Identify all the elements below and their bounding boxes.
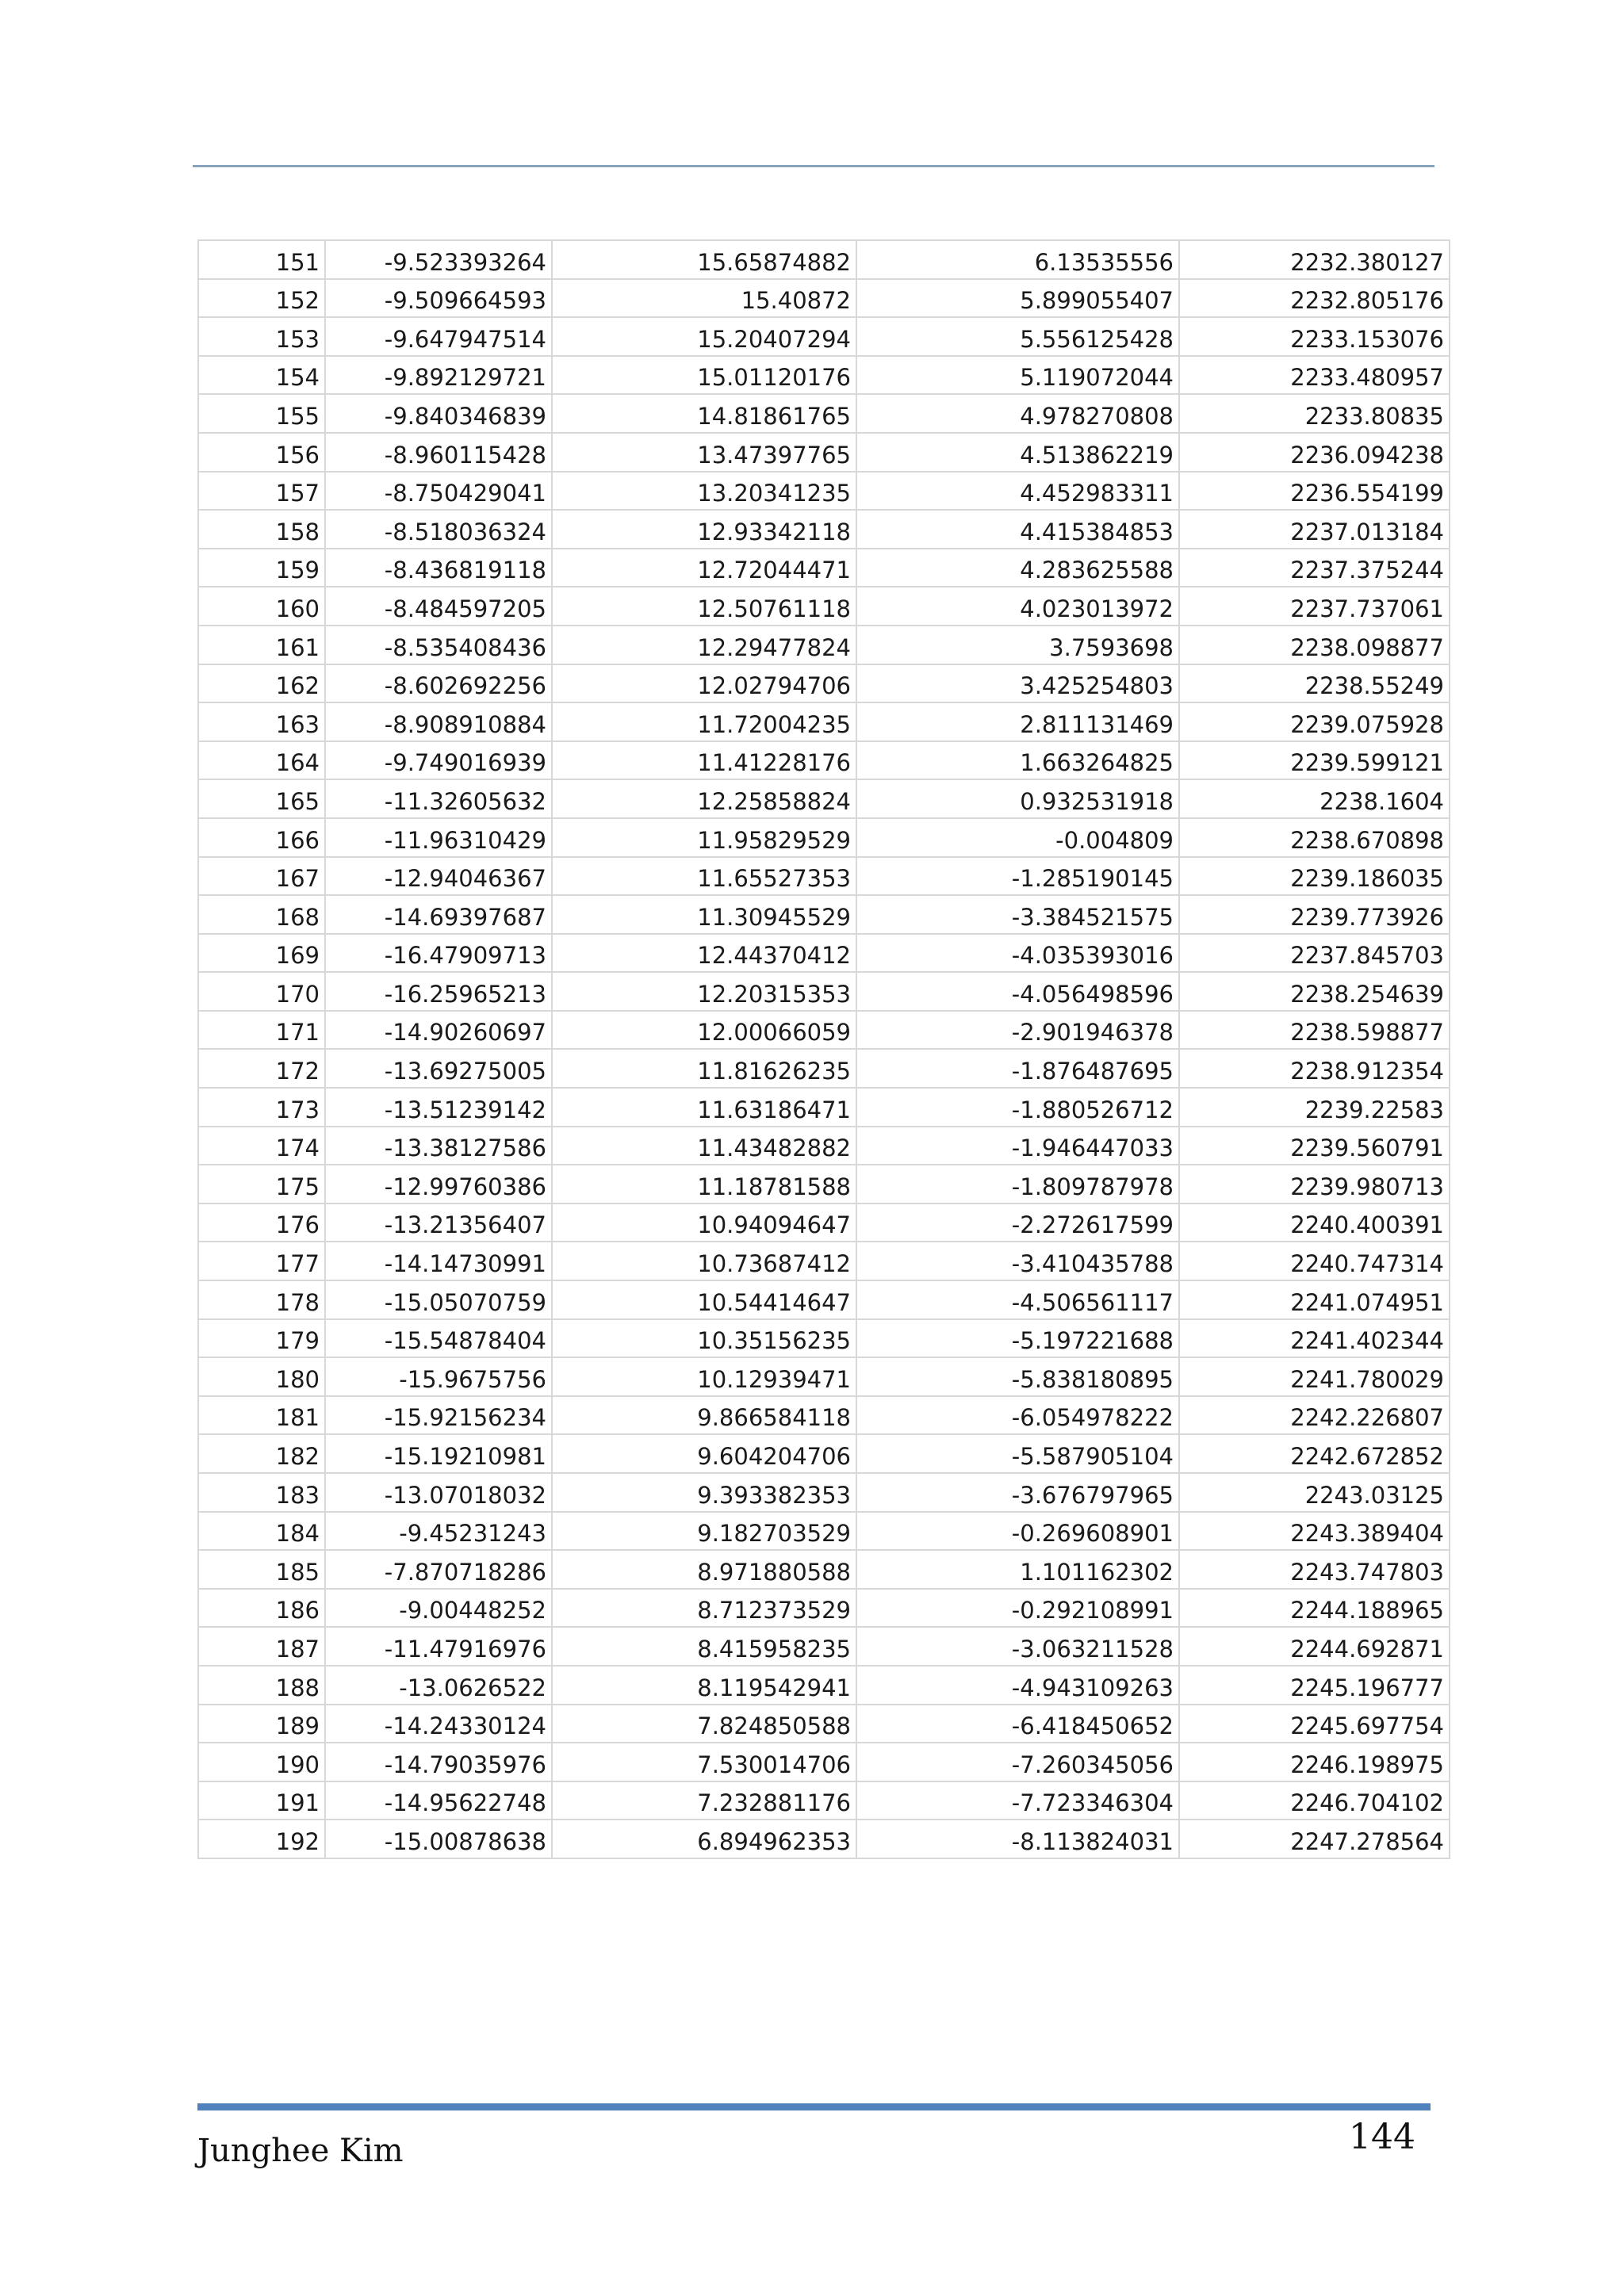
value-cell: 2233.153076 bbox=[1179, 317, 1450, 356]
value-cell: -13.38127586 bbox=[325, 1127, 552, 1165]
table-body bbox=[198, 240, 1450, 1858]
value-cell: 15.65874882 bbox=[552, 240, 856, 279]
table-row bbox=[198, 1550, 1450, 1589]
value-cell: -15.05070759 bbox=[325, 1280, 552, 1319]
value-cell: 9.182703529 bbox=[552, 1512, 856, 1551]
footer-rule bbox=[197, 2103, 1431, 2110]
table-row bbox=[198, 1627, 1450, 1666]
value-cell: 13.20341235 bbox=[552, 472, 856, 511]
page-number: 144 bbox=[1349, 2117, 1415, 2157]
value-cell: 2242.226807 bbox=[1179, 1396, 1450, 1435]
value-cell: -9.00448252 bbox=[325, 1589, 552, 1628]
value-cell: 7.530014706 bbox=[552, 1743, 856, 1781]
value-cell: 12.02794706 bbox=[552, 664, 856, 703]
value-cell: 3.7593698 bbox=[856, 626, 1179, 664]
value-cell: -8.908910884 bbox=[325, 702, 552, 741]
value-cell: -1.876487695 bbox=[856, 1049, 1179, 1088]
value-cell: -15.54878404 bbox=[325, 1319, 552, 1358]
value-cell: 2241.780029 bbox=[1179, 1357, 1450, 1396]
table-row bbox=[198, 317, 1450, 356]
value-cell: -8.960115428 bbox=[325, 433, 552, 472]
row-index-cell: 155 bbox=[198, 394, 325, 433]
value-cell: -9.45231243 bbox=[325, 1512, 552, 1551]
value-cell: -15.19210981 bbox=[325, 1434, 552, 1473]
value-cell: 2236.554199 bbox=[1179, 472, 1450, 511]
row-index-cell: 169 bbox=[198, 934, 325, 973]
row-index-cell: 159 bbox=[198, 549, 325, 587]
value-cell: 12.25858824 bbox=[552, 779, 856, 818]
value-cell: -8.518036324 bbox=[325, 510, 552, 549]
table-row bbox=[198, 779, 1450, 818]
value-cell: -1.880526712 bbox=[856, 1088, 1179, 1127]
value-cell: 2238.912354 bbox=[1179, 1049, 1450, 1088]
table-row bbox=[198, 1512, 1450, 1551]
value-cell: -5.197221688 bbox=[856, 1319, 1179, 1358]
value-cell: 4.513862219 bbox=[856, 433, 1179, 472]
value-cell: 2239.980713 bbox=[1179, 1165, 1450, 1203]
row-index-cell: 162 bbox=[198, 664, 325, 703]
value-cell: -13.0626522 bbox=[325, 1666, 552, 1705]
table-row bbox=[198, 1666, 1450, 1705]
value-cell: 7.232881176 bbox=[552, 1781, 856, 1820]
value-cell: -6.054978222 bbox=[856, 1396, 1179, 1435]
value-cell: 12.29477824 bbox=[552, 626, 856, 664]
value-cell: 2233.80835 bbox=[1179, 394, 1450, 433]
table-row bbox=[198, 1820, 1450, 1858]
table-row bbox=[198, 1280, 1450, 1319]
value-cell: 6.894962353 bbox=[552, 1820, 856, 1858]
value-cell: 11.81626235 bbox=[552, 1049, 856, 1088]
value-cell: 14.81861765 bbox=[552, 394, 856, 433]
table-row bbox=[198, 1242, 1450, 1280]
value-cell: 11.95829529 bbox=[552, 818, 856, 857]
table-row bbox=[198, 857, 1450, 896]
row-index-cell: 152 bbox=[198, 279, 325, 318]
row-index-cell: 164 bbox=[198, 741, 325, 780]
value-cell: -7.723346304 bbox=[856, 1781, 1179, 1820]
value-cell: 2237.845703 bbox=[1179, 934, 1450, 973]
value-cell: 11.43482882 bbox=[552, 1127, 856, 1165]
value-cell: 2240.747314 bbox=[1179, 1242, 1450, 1280]
header-rule bbox=[193, 165, 1434, 167]
value-cell: 2243.03125 bbox=[1179, 1473, 1450, 1512]
value-cell: 2244.188965 bbox=[1179, 1589, 1450, 1628]
table-row bbox=[198, 1589, 1450, 1628]
value-cell: -3.676797965 bbox=[856, 1473, 1179, 1512]
value-cell: -8.436819118 bbox=[325, 549, 552, 587]
value-cell: 11.65527353 bbox=[552, 857, 856, 896]
value-cell: 2238.55249 bbox=[1179, 664, 1450, 703]
value-cell: -16.47909713 bbox=[325, 934, 552, 973]
value-cell: -3.063211528 bbox=[856, 1627, 1179, 1666]
value-cell: 2239.186035 bbox=[1179, 857, 1450, 896]
value-cell: -16.25965213 bbox=[325, 972, 552, 1011]
value-cell: 11.72004235 bbox=[552, 702, 856, 741]
value-cell: -9.523393264 bbox=[325, 240, 552, 279]
table-row bbox=[198, 356, 1450, 395]
value-cell: -0.269608901 bbox=[856, 1512, 1179, 1551]
row-index-cell: 184 bbox=[198, 1512, 325, 1551]
value-cell: 11.18781588 bbox=[552, 1165, 856, 1203]
value-cell: -8.484597205 bbox=[325, 587, 552, 626]
row-index-cell: 180 bbox=[198, 1357, 325, 1396]
value-cell: -8.602692256 bbox=[325, 664, 552, 703]
row-index-cell: 189 bbox=[198, 1705, 325, 1743]
table-row bbox=[198, 279, 1450, 318]
table-row bbox=[198, 1396, 1450, 1435]
value-cell: 5.899055407 bbox=[856, 279, 1179, 318]
value-cell: -3.410435788 bbox=[856, 1242, 1179, 1280]
value-cell: 2232.380127 bbox=[1179, 240, 1450, 279]
value-cell: 2239.075928 bbox=[1179, 702, 1450, 741]
value-cell: 1.101162302 bbox=[856, 1550, 1179, 1589]
value-cell: -9.749016939 bbox=[325, 741, 552, 780]
value-cell: -7.260345056 bbox=[856, 1743, 1179, 1781]
value-cell: 4.023013972 bbox=[856, 587, 1179, 626]
value-cell: -8.535408436 bbox=[325, 626, 552, 664]
value-cell: 2244.692871 bbox=[1179, 1627, 1450, 1666]
table-row bbox=[198, 1011, 1450, 1050]
value-cell: 2239.560791 bbox=[1179, 1127, 1450, 1165]
value-cell: 13.47397765 bbox=[552, 433, 856, 472]
value-cell: -1.809787978 bbox=[856, 1165, 1179, 1203]
value-cell: 12.72044471 bbox=[552, 549, 856, 587]
value-cell: -15.92156234 bbox=[325, 1396, 552, 1435]
value-cell: -4.506561117 bbox=[856, 1280, 1179, 1319]
value-cell: 2237.013184 bbox=[1179, 510, 1450, 549]
value-cell: -11.32605632 bbox=[325, 779, 552, 818]
row-index-cell: 168 bbox=[198, 895, 325, 934]
value-cell: 2238.598877 bbox=[1179, 1011, 1450, 1050]
value-cell: -2.272617599 bbox=[856, 1203, 1179, 1242]
table-row bbox=[198, 1705, 1450, 1743]
value-cell: 2236.094238 bbox=[1179, 433, 1450, 472]
value-cell: 2242.672852 bbox=[1179, 1434, 1450, 1473]
table-row bbox=[198, 818, 1450, 857]
value-cell: 8.119542941 bbox=[552, 1666, 856, 1705]
value-cell: 2238.670898 bbox=[1179, 818, 1450, 857]
value-cell: -14.90260697 bbox=[325, 1011, 552, 1050]
table-row bbox=[198, 1473, 1450, 1512]
row-index-cell: 177 bbox=[198, 1242, 325, 1280]
row-index-cell: 156 bbox=[198, 433, 325, 472]
row-index-cell: 190 bbox=[198, 1743, 325, 1781]
value-cell: -9.840346839 bbox=[325, 394, 552, 433]
row-index-cell: 183 bbox=[198, 1473, 325, 1512]
row-index-cell: 173 bbox=[198, 1088, 325, 1127]
value-cell: 2238.1604 bbox=[1179, 779, 1450, 818]
value-cell: 4.978270808 bbox=[856, 394, 1179, 433]
value-cell: -14.24330124 bbox=[325, 1705, 552, 1743]
value-cell: -8.750429041 bbox=[325, 472, 552, 511]
value-cell: 2246.704102 bbox=[1179, 1781, 1450, 1820]
value-cell: 4.283625588 bbox=[856, 549, 1179, 587]
value-cell: 10.54414647 bbox=[552, 1280, 856, 1319]
row-index-cell: 153 bbox=[198, 317, 325, 356]
value-cell: 6.13535556 bbox=[856, 240, 1179, 279]
value-cell: 2237.375244 bbox=[1179, 549, 1450, 587]
table-row bbox=[198, 394, 1450, 433]
table-row bbox=[198, 587, 1450, 626]
value-cell: 2245.196777 bbox=[1179, 1666, 1450, 1705]
value-cell: 4.452983311 bbox=[856, 472, 1179, 511]
table-row bbox=[198, 895, 1450, 934]
value-cell: -13.69275005 bbox=[325, 1049, 552, 1088]
value-cell: 2241.074951 bbox=[1179, 1280, 1450, 1319]
row-index-cell: 157 bbox=[198, 472, 325, 511]
value-cell: -8.113824031 bbox=[856, 1820, 1179, 1858]
value-cell: -9.892129721 bbox=[325, 356, 552, 395]
value-cell: -15.9675756 bbox=[325, 1357, 552, 1396]
value-cell: -0.292108991 bbox=[856, 1589, 1179, 1628]
table-row bbox=[198, 1127, 1450, 1165]
row-index-cell: 187 bbox=[198, 1627, 325, 1666]
row-index-cell: 163 bbox=[198, 702, 325, 741]
value-cell: -12.99760386 bbox=[325, 1165, 552, 1203]
row-index-cell: 154 bbox=[198, 356, 325, 395]
table-row bbox=[198, 934, 1450, 973]
value-cell: 10.73687412 bbox=[552, 1242, 856, 1280]
value-cell: 9.393382353 bbox=[552, 1473, 856, 1512]
value-cell: 2232.805176 bbox=[1179, 279, 1450, 318]
value-cell: 2247.278564 bbox=[1179, 1820, 1450, 1858]
table-row bbox=[198, 1434, 1450, 1473]
value-cell: -5.838180895 bbox=[856, 1357, 1179, 1396]
row-index-cell: 161 bbox=[198, 626, 325, 664]
value-cell: -11.47916976 bbox=[325, 1627, 552, 1666]
table-row bbox=[198, 741, 1450, 780]
value-cell: -4.056498596 bbox=[856, 972, 1179, 1011]
row-index-cell: 179 bbox=[198, 1319, 325, 1358]
value-cell: 11.41228176 bbox=[552, 741, 856, 780]
value-cell: 2243.747803 bbox=[1179, 1550, 1450, 1589]
value-cell: -4.035393016 bbox=[856, 934, 1179, 973]
value-cell: 9.604204706 bbox=[552, 1434, 856, 1473]
table-row bbox=[198, 664, 1450, 703]
value-cell: 12.93342118 bbox=[552, 510, 856, 549]
table-row bbox=[198, 1319, 1450, 1358]
value-cell: 11.30945529 bbox=[552, 895, 856, 934]
row-index-cell: 160 bbox=[198, 587, 325, 626]
value-cell: 2238.098877 bbox=[1179, 626, 1450, 664]
row-index-cell: 170 bbox=[198, 972, 325, 1011]
value-cell: 15.40872 bbox=[552, 279, 856, 318]
value-cell: 8.712373529 bbox=[552, 1589, 856, 1628]
row-index-cell: 185 bbox=[198, 1550, 325, 1589]
value-cell: 2240.400391 bbox=[1179, 1203, 1450, 1242]
value-cell: -14.14730991 bbox=[325, 1242, 552, 1280]
value-cell: -1.946447033 bbox=[856, 1127, 1179, 1165]
table-row bbox=[198, 1781, 1450, 1820]
value-cell: 4.415384853 bbox=[856, 510, 1179, 549]
value-cell: 8.971880588 bbox=[552, 1550, 856, 1589]
value-cell: -3.384521575 bbox=[856, 895, 1179, 934]
row-index-cell: 151 bbox=[198, 240, 325, 279]
value-cell: 12.20315353 bbox=[552, 972, 856, 1011]
table-row bbox=[198, 1165, 1450, 1203]
value-cell: -0.004809 bbox=[856, 818, 1179, 857]
value-cell: -5.587905104 bbox=[856, 1434, 1179, 1473]
row-index-cell: 167 bbox=[198, 857, 325, 896]
value-cell: 12.00066059 bbox=[552, 1011, 856, 1050]
table-row bbox=[198, 972, 1450, 1011]
row-index-cell: 166 bbox=[198, 818, 325, 857]
footer-author: Junghee Kim bbox=[197, 2133, 404, 2169]
value-cell: 2.811131469 bbox=[856, 702, 1179, 741]
row-index-cell: 175 bbox=[198, 1165, 325, 1203]
value-cell: 15.01120176 bbox=[552, 356, 856, 395]
value-cell: 2245.697754 bbox=[1179, 1705, 1450, 1743]
value-cell: -7.870718286 bbox=[325, 1550, 552, 1589]
value-cell: 2241.402344 bbox=[1179, 1319, 1450, 1358]
value-cell: -15.00878638 bbox=[325, 1820, 552, 1858]
value-cell: 2237.737061 bbox=[1179, 587, 1450, 626]
value-cell: -11.96310429 bbox=[325, 818, 552, 857]
value-cell: -9.509664593 bbox=[325, 279, 552, 318]
value-cell: -13.21356407 bbox=[325, 1203, 552, 1242]
row-index-cell: 192 bbox=[198, 1820, 325, 1858]
row-index-cell: 174 bbox=[198, 1127, 325, 1165]
table-row bbox=[198, 472, 1450, 511]
table-row bbox=[198, 1357, 1450, 1396]
table-row bbox=[198, 1049, 1450, 1088]
table-row bbox=[198, 510, 1450, 549]
value-cell: 10.12939471 bbox=[552, 1357, 856, 1396]
row-index-cell: 191 bbox=[198, 1781, 325, 1820]
value-cell: -1.285190145 bbox=[856, 857, 1179, 896]
value-cell: 12.44370412 bbox=[552, 934, 856, 973]
value-cell: 2243.389404 bbox=[1179, 1512, 1450, 1551]
table-row bbox=[198, 549, 1450, 587]
value-cell: 2239.22583 bbox=[1179, 1088, 1450, 1127]
row-index-cell: 165 bbox=[198, 779, 325, 818]
value-cell: 3.425254803 bbox=[856, 664, 1179, 703]
value-cell: 1.663264825 bbox=[856, 741, 1179, 780]
table-row bbox=[198, 433, 1450, 472]
value-cell: 15.20407294 bbox=[552, 317, 856, 356]
table-row bbox=[198, 1088, 1450, 1127]
value-cell: 9.866584118 bbox=[552, 1396, 856, 1435]
value-cell: 8.415958235 bbox=[552, 1627, 856, 1666]
value-cell: 10.35156235 bbox=[552, 1319, 856, 1358]
table-row bbox=[198, 1203, 1450, 1242]
row-index-cell: 176 bbox=[198, 1203, 325, 1242]
value-cell: -13.07018032 bbox=[325, 1473, 552, 1512]
row-index-cell: 172 bbox=[198, 1049, 325, 1088]
data-table bbox=[197, 239, 1450, 1859]
value-cell: -14.95622748 bbox=[325, 1781, 552, 1820]
value-cell: 5.556125428 bbox=[856, 317, 1179, 356]
row-index-cell: 171 bbox=[198, 1011, 325, 1050]
value-cell: 11.63186471 bbox=[552, 1088, 856, 1127]
value-cell: -6.418450652 bbox=[856, 1705, 1179, 1743]
value-cell: -2.901946378 bbox=[856, 1011, 1179, 1050]
value-cell: 10.94094647 bbox=[552, 1203, 856, 1242]
value-cell: 5.119072044 bbox=[856, 356, 1179, 395]
row-index-cell: 178 bbox=[198, 1280, 325, 1319]
table-row bbox=[198, 1743, 1450, 1781]
value-cell: 0.932531918 bbox=[856, 779, 1179, 818]
table-row bbox=[198, 702, 1450, 741]
value-cell: 2238.254639 bbox=[1179, 972, 1450, 1011]
row-index-cell: 181 bbox=[198, 1396, 325, 1435]
row-index-cell: 182 bbox=[198, 1434, 325, 1473]
row-index-cell: 188 bbox=[198, 1666, 325, 1705]
value-cell: 2239.599121 bbox=[1179, 741, 1450, 780]
value-cell: -14.79035976 bbox=[325, 1743, 552, 1781]
value-cell: 7.824850588 bbox=[552, 1705, 856, 1743]
row-index-cell: 186 bbox=[198, 1589, 325, 1628]
row-index-cell: 158 bbox=[198, 510, 325, 549]
value-cell: 2246.198975 bbox=[1179, 1743, 1450, 1781]
value-cell: -14.69397687 bbox=[325, 895, 552, 934]
value-cell: 2233.480957 bbox=[1179, 356, 1450, 395]
value-cell: -12.94046367 bbox=[325, 857, 552, 896]
table-row bbox=[198, 626, 1450, 664]
value-cell: -9.647947514 bbox=[325, 317, 552, 356]
value-cell: -4.943109263 bbox=[856, 1666, 1179, 1705]
value-cell: 2239.773926 bbox=[1179, 895, 1450, 934]
value-cell: -13.51239142 bbox=[325, 1088, 552, 1127]
table-row bbox=[198, 240, 1450, 279]
value-cell: 12.50761118 bbox=[552, 587, 856, 626]
